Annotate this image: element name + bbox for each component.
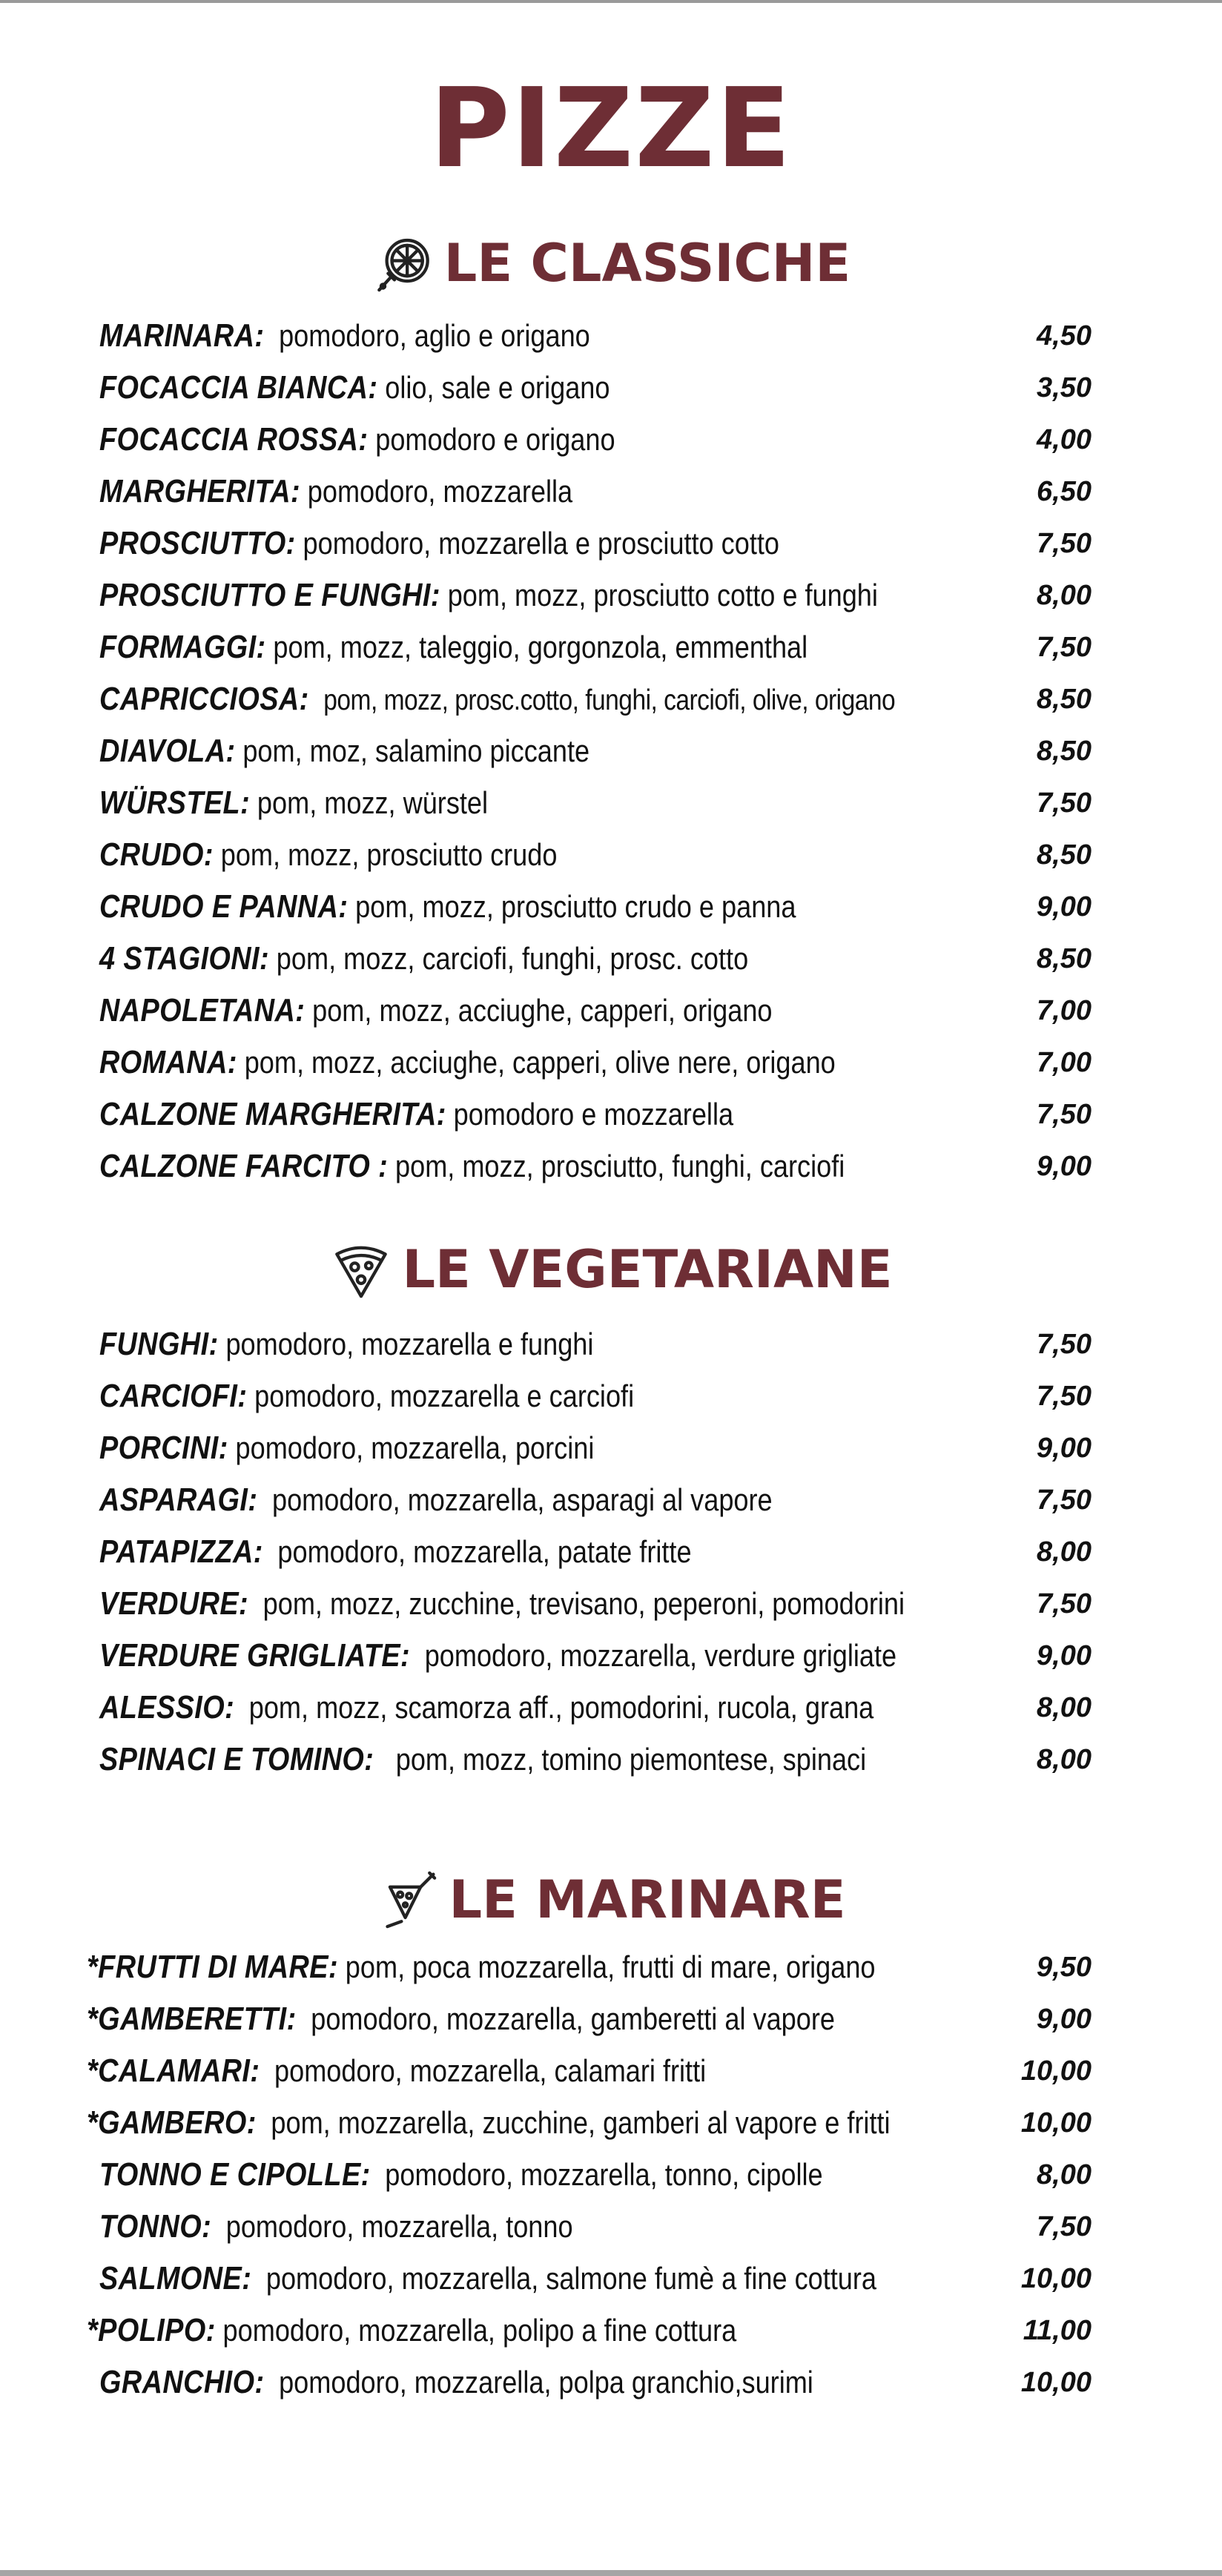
item-name: PROSCIUTTO E FUNGHI: xyxy=(99,577,440,613)
item-price: 8,50 xyxy=(1037,736,1091,767)
item-name: VERDURE: xyxy=(99,1585,249,1622)
menu-item xyxy=(83,1318,1091,1370)
menu-item xyxy=(83,2097,1091,2149)
item-name: PORCINI: xyxy=(99,1430,228,1466)
item-price: 8,00 xyxy=(1037,1692,1091,1723)
item-description: pom, mozzarella, zucchine, gamberi al vapore e fritti xyxy=(271,2105,891,2140)
page-title: PIZZE xyxy=(429,65,793,192)
item-price: 11,00 xyxy=(1023,2315,1091,2346)
item-description: pomodoro, mozzarella, porcini xyxy=(235,1430,595,1465)
item-description: pom, mozz, acciughe, capperi, olive nere, origano xyxy=(244,1045,836,1080)
item-description: pom, poca mozzarella, frutti di mare, origano xyxy=(345,1949,876,1984)
menu-item xyxy=(83,1578,1091,1630)
item-price: 7,00 xyxy=(1037,1047,1091,1078)
item-description: olio, sale e origano xyxy=(385,370,610,405)
pizza-cutter-icon xyxy=(376,1868,440,1932)
item-name: GRANCHIO: xyxy=(99,2364,265,2400)
menu-item xyxy=(83,829,1091,881)
item-price: 8,00 xyxy=(1037,1536,1091,1568)
item-description: pomodoro, mozzarella, gamberetti al vapore xyxy=(311,2001,835,2036)
item-name: FOCACCIA BIANCA: xyxy=(99,369,378,406)
menu-item xyxy=(83,725,1091,777)
menu-list-vegetariane xyxy=(83,1318,1091,1786)
menu-item xyxy=(83,1140,1091,1192)
item-price: 7,00 xyxy=(1037,995,1091,1026)
item-price: 8,50 xyxy=(1037,839,1091,871)
item-name: *POLIPO: xyxy=(87,2312,216,2348)
item-price: 9,00 xyxy=(1037,1151,1091,1182)
item-name: NAPOLETANA: xyxy=(99,992,306,1028)
section-title: LE VEGETARIANE xyxy=(402,1239,893,1300)
section-heading-classiche xyxy=(0,226,1222,300)
item-description: pom, mozz, prosciutto cotto e funghi xyxy=(447,578,878,612)
item-description: pomodoro, mozzarella, asparagi al vapore xyxy=(272,1482,773,1517)
item-name: MARGHERITA: xyxy=(99,473,300,509)
item-price: 8,00 xyxy=(1037,1744,1091,1775)
item-description: pomodoro, mozzarella, tonno xyxy=(225,2209,573,2244)
item-price: 8,50 xyxy=(1037,684,1091,715)
menu-item xyxy=(83,1474,1091,1526)
menu-item xyxy=(83,777,1091,829)
item-name: TONNO: xyxy=(99,2208,212,2245)
item-description: pom, mozz, prosciutto, funghi, carciofi xyxy=(395,1149,845,1183)
item-name: *FRUTTI DI MARE: xyxy=(87,1949,339,1985)
menu-item xyxy=(83,310,1091,362)
item-price: 6,50 xyxy=(1037,476,1091,507)
menu-item xyxy=(83,985,1091,1037)
item-price: 7,50 xyxy=(1037,787,1091,819)
menu-item xyxy=(83,1037,1091,1089)
bottom-border xyxy=(0,2570,1222,2576)
item-description: pomodoro, mozzarella, salmone fumè a fine cottura xyxy=(265,2261,876,2296)
item-price: 10,00 xyxy=(1020,2367,1091,2398)
menu-item xyxy=(83,1422,1091,1474)
item-name: CRUDO: xyxy=(99,836,214,873)
item-name: CAPRICCIOSA: xyxy=(99,681,309,717)
item-description: pom, mozz, taleggio, gorgonzola, emmenthal xyxy=(273,630,808,664)
menu-item xyxy=(83,1370,1091,1422)
item-description: pomodoro e mozzarella xyxy=(453,1097,734,1132)
menu-item xyxy=(83,2357,1091,2408)
item-price: 7,50 xyxy=(1037,1588,1091,1619)
item-name: FUNGHI: xyxy=(99,1326,219,1362)
item-price: 7,50 xyxy=(1037,2211,1091,2242)
menu-item xyxy=(83,569,1091,621)
item-description: pomodoro, mozzarella, patate fritte xyxy=(277,1534,692,1569)
item-name: FORMAGGI: xyxy=(99,629,266,665)
menu-item xyxy=(83,466,1091,518)
item-description: pom, mozz, prosciutto crudo e panna xyxy=(355,889,796,924)
menu-item xyxy=(83,621,1091,673)
menu-item xyxy=(83,1630,1091,1682)
menu-item xyxy=(83,362,1091,414)
item-price: 7,50 xyxy=(1037,528,1091,559)
menu-item xyxy=(83,2253,1091,2305)
item-description: pom, moz, salamino piccante xyxy=(242,733,590,768)
item-name: *GAMBERO: xyxy=(87,2104,257,2141)
item-description: pomodoro e origano xyxy=(375,422,615,457)
item-name: SPINACI E TOMINO: xyxy=(99,1741,374,1777)
item-description: pom, mozz, würstel xyxy=(257,785,489,820)
item-name: DIAVOLA: xyxy=(99,733,236,769)
menu-list-classiche xyxy=(83,310,1091,1192)
item-price: 10,00 xyxy=(1020,2107,1091,2139)
item-price: 7,50 xyxy=(1037,1484,1091,1516)
item-description: pomodoro, mozzarella e funghi xyxy=(225,1327,594,1361)
section-title: LE MARINARE xyxy=(449,1869,846,1930)
item-name: MARINARA: xyxy=(99,317,265,354)
item-description: pomodoro, mozzarella, polpa granchio,surimi xyxy=(279,2365,813,2400)
item-price: 7,50 xyxy=(1037,1099,1091,1130)
item-price: 8,00 xyxy=(1037,580,1091,611)
item-name: CALZONE FARCITO : xyxy=(99,1148,389,1184)
menu-item xyxy=(83,2149,1091,2201)
menu-item xyxy=(83,2201,1091,2253)
menu-item xyxy=(83,1734,1091,1786)
item-price: 9,00 xyxy=(1037,891,1091,922)
item-name: CRUDO E PANNA: xyxy=(99,888,349,925)
item-name: ASPARAGI: xyxy=(99,1482,258,1518)
item-name: 4 STAGIONI: xyxy=(99,940,269,977)
item-price: 7,50 xyxy=(1037,632,1091,663)
item-name: PATAPIZZA: xyxy=(99,1533,263,1570)
item-description: pomodoro, mozzarella xyxy=(307,474,573,509)
item-price: 10,00 xyxy=(1020,2055,1091,2087)
item-name: CALZONE MARGHERITA: xyxy=(99,1096,446,1132)
menu-item xyxy=(83,1993,1091,2045)
item-name: *CALAMARI: xyxy=(87,2052,260,2089)
item-name: VERDURE GRIGLIATE: xyxy=(99,1637,411,1674)
menu-item xyxy=(83,2045,1091,2097)
menu-item xyxy=(83,1682,1091,1734)
item-price: 9,00 xyxy=(1037,2004,1091,2035)
menu-item xyxy=(83,673,1091,725)
item-name: ALESSIO: xyxy=(99,1689,235,1725)
item-description: pomodoro, mozzarella e prosciutto cotto xyxy=(303,526,779,561)
pizza-peel-icon xyxy=(371,231,435,295)
item-name: SALMONE: xyxy=(99,2260,252,2296)
item-description: pomodoro, mozzarella e carciofi xyxy=(254,1378,635,1413)
item-price: 4,00 xyxy=(1037,424,1091,455)
item-description: pomodoro, mozzarella, verdure grigliate xyxy=(424,1638,897,1673)
item-name: TONNO E CIPOLLE: xyxy=(99,2156,371,2193)
section-heading-vegetariane xyxy=(0,1232,1222,1307)
item-price: 9,00 xyxy=(1037,1433,1091,1464)
menu-item xyxy=(83,933,1091,985)
menu-list-marinare xyxy=(83,1941,1091,2408)
item-price: 7,50 xyxy=(1037,1329,1091,1360)
item-description: pomodoro, mozzarella, calamari fritti xyxy=(274,2053,707,2088)
item-description: pom, mozz, acciughe, capperi, origano xyxy=(312,993,773,1028)
pizza-slice-icon xyxy=(329,1238,393,1301)
item-name: WÜRSTEL: xyxy=(99,785,251,821)
menu-item xyxy=(83,2305,1091,2357)
menu-item xyxy=(83,881,1091,933)
menu-item xyxy=(83,1526,1091,1578)
item-name: PROSCIUTTO: xyxy=(99,525,296,561)
menu-item xyxy=(83,1089,1091,1140)
item-description: pom, mozz, tomino piemontese, spinaci xyxy=(395,1742,867,1777)
item-price: 10,00 xyxy=(1020,2263,1091,2294)
item-name: ROMANA: xyxy=(99,1044,237,1080)
item-description: pom, mozz, carciofi, funghi, prosc. cotto xyxy=(276,941,749,976)
item-description: pom, mozz, prosciutto crudo xyxy=(220,837,558,872)
item-price: 4,50 xyxy=(1037,320,1091,351)
item-price: 9,50 xyxy=(1037,1952,1091,1983)
item-description: pom, mozz, scamorza aff., pomodorini, rucola, grana xyxy=(248,1690,874,1725)
item-price: 8,00 xyxy=(1037,2159,1091,2190)
item-description: pomodoro, mozzarella, polipo a fine cottura xyxy=(222,2313,737,2348)
item-name: FOCACCIA ROSSA: xyxy=(99,421,369,458)
item-name: *GAMBERETTI: xyxy=(87,2001,297,2037)
section-heading-marinare xyxy=(0,1863,1222,1937)
top-border xyxy=(0,0,1222,3)
item-price: 3,50 xyxy=(1037,372,1091,403)
item-price: 7,50 xyxy=(1037,1381,1091,1412)
item-price: 8,50 xyxy=(1037,943,1091,974)
menu-item xyxy=(83,1941,1091,1993)
item-name: CARCIOFI: xyxy=(99,1378,248,1414)
item-description: pom, mozz, zucchine, trevisano, peperoni, pomodorini xyxy=(262,1586,905,1621)
menu-item xyxy=(83,518,1091,569)
item-price: 9,00 xyxy=(1037,1640,1091,1671)
item-description: pomodoro, mozzarella, tonno, cipolle xyxy=(385,2157,823,2192)
section-title: LE CLASSICHE xyxy=(443,233,851,294)
item-description: pom, mozz, prosc.cotto, funghi, carciofi, olive, origano xyxy=(323,684,896,716)
menu-item xyxy=(83,414,1091,466)
item-description: pomodoro, aglio e origano xyxy=(279,318,590,353)
